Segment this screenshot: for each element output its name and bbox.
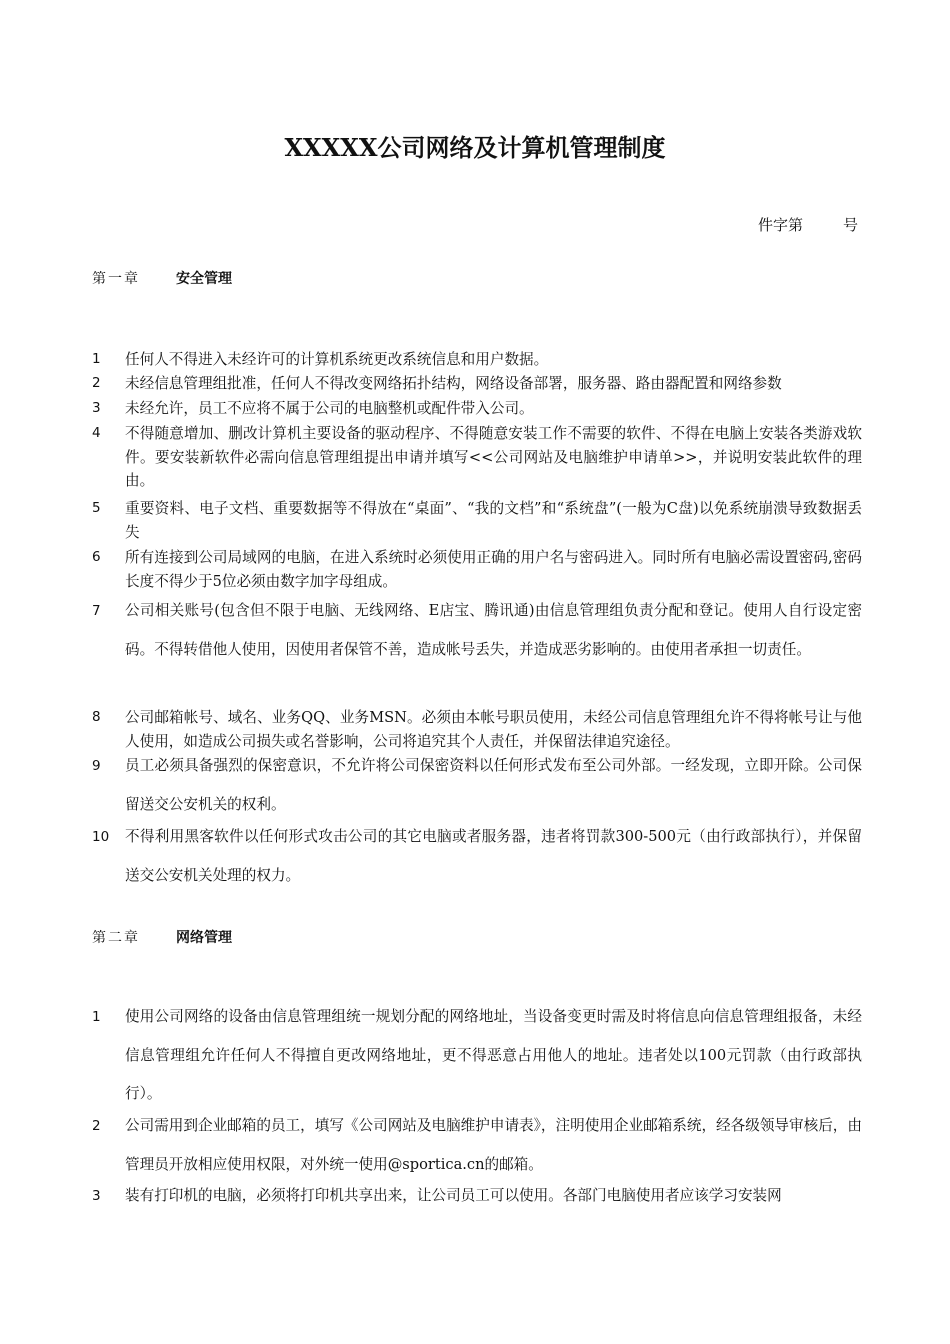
item-number: 3 [92, 1188, 101, 1204]
chapter-heading [92, 268, 232, 288]
item-number: 6 [92, 549, 101, 565]
list-item [92, 397, 862, 421]
item-number: 8 [92, 709, 101, 725]
item-text: 未经信息管理组批准，任何人不得改变网络拓扑结构，网络设备部署，服务器、路由器配置和网络参数 [125, 375, 782, 392]
item-text: 员工必须具备强烈的保密意识，不允许将公司保密资料以任何形式发布至公司外部。一经发现，立即开除。公司保留送交公安机关的权利。 [125, 757, 862, 813]
item-number: 3 [92, 400, 101, 416]
list-item [92, 747, 862, 824]
document-number [758, 214, 858, 235]
item-number: 4 [92, 425, 101, 441]
document-title: XXXXX公司网络及计算机管理制度 [284, 133, 666, 162]
item-text: 未经允许，员工不应将不属于公司的电脑整机或配件带入公司。 [125, 400, 534, 417]
item-number: 5 [92, 500, 101, 516]
chapter-number: 第二章 [92, 930, 140, 946]
list-item [92, 348, 862, 372]
list-item [92, 706, 862, 753]
list-item [92, 546, 862, 593]
list-item [92, 1107, 862, 1184]
list-item [92, 372, 862, 396]
item-text: 公司相关账号(包含但不限于电脑、无线网络、E店宝、腾讯通)由信息管理组负责分配和登记。使用人自行设定密码。不得转借他人使用，因使用者保管不善，造成帐号丢失，并造成恶劣影响的。由使用者承担一切责任。 [125, 602, 862, 658]
list-item [92, 592, 862, 669]
item-text: 公司邮箱帐号、域名、业务QQ、业务MSN。必须由本帐号职员使用，未经公司信息管理组允许不得将帐号让与他人使用，如造成公司损失或名誉影响，公司将追究其个人责任，并保留法律追究途径。 [125, 709, 862, 750]
chapter-number: 第一章 [92, 271, 140, 287]
item-number: 2 [92, 375, 101, 391]
chapter-title: 安全管理 [176, 271, 232, 287]
item-text: 不得随意增加、删改计算机主要设备的驱动程序、不得随意安装工作不需要的软件、不得在电脑上安装各类游戏软件。要安装新软件必需向信息管理组提出申请并填写<<公司网站及电脑维护申请单>>，并说明安装此软件的理由。 [125, 425, 862, 489]
list-item [92, 1177, 862, 1216]
item-number: 1 [92, 1009, 101, 1025]
list-item [92, 818, 862, 895]
document-number-suffix: 号 [842, 216, 858, 234]
chapter-title: 网络管理 [176, 930, 232, 946]
item-number: 10 [92, 829, 110, 845]
item-number: 2 [92, 1118, 101, 1134]
item-text: 不得利用黑客软件以任何形式攻击公司的其它电脑或者服务器，违者将罚款300-500元（由行政部执行），并保留送交公安机关处理的权力。 [125, 828, 862, 884]
list-item [92, 998, 862, 1114]
item-text: 所有连接到公司局域网的电脑，在进入系统时必须使用正确的用户名与密码进入。同时所有电脑必需设置密码,密码长度不得少于5位必须由数字加字母组成。 [125, 549, 862, 590]
list-item [92, 422, 862, 493]
item-number: 7 [92, 603, 101, 619]
item-text: 装有打印机的电脑，必须将打印机共享出来，让公司员工可以使用。各部门电脑使用者应该学习安装网 [125, 1187, 782, 1204]
chapter-heading [92, 927, 232, 947]
item-text: 使用公司网络的设备由信息管理组统一规划分配的网络地址，当设备变更时需及时将信息向信息管理组报备，未经信息管理组允许任何人不得擅自更改网络地址，更不得恶意占用他人的地址。违者处以100元罚款（由行政部执行）。 [125, 1008, 862, 1102]
list-item [92, 497, 862, 544]
item-text: 任何人不得进入未经许可的计算机系统更改系统信息和用户数据。 [125, 351, 549, 368]
item-number: 1 [92, 351, 101, 367]
item-text: 公司需用到企业邮箱的员工，填写《公司网站及电脑维护申请表》，注明使用企业邮箱系统，经各级领导审核后，由管理员开放相应使用权限，对外统一使用@sportica.cn的邮箱。 [125, 1117, 862, 1173]
item-number: 9 [92, 758, 101, 774]
item-text: 重要资料、电子文档、重要数据等不得放在“桌面”、“我的文档”和“系统盘”(一般为C盘)以免系统崩溃导致数据丢失 [125, 500, 862, 541]
document-number-prefix: 件字第 [757, 216, 803, 234]
